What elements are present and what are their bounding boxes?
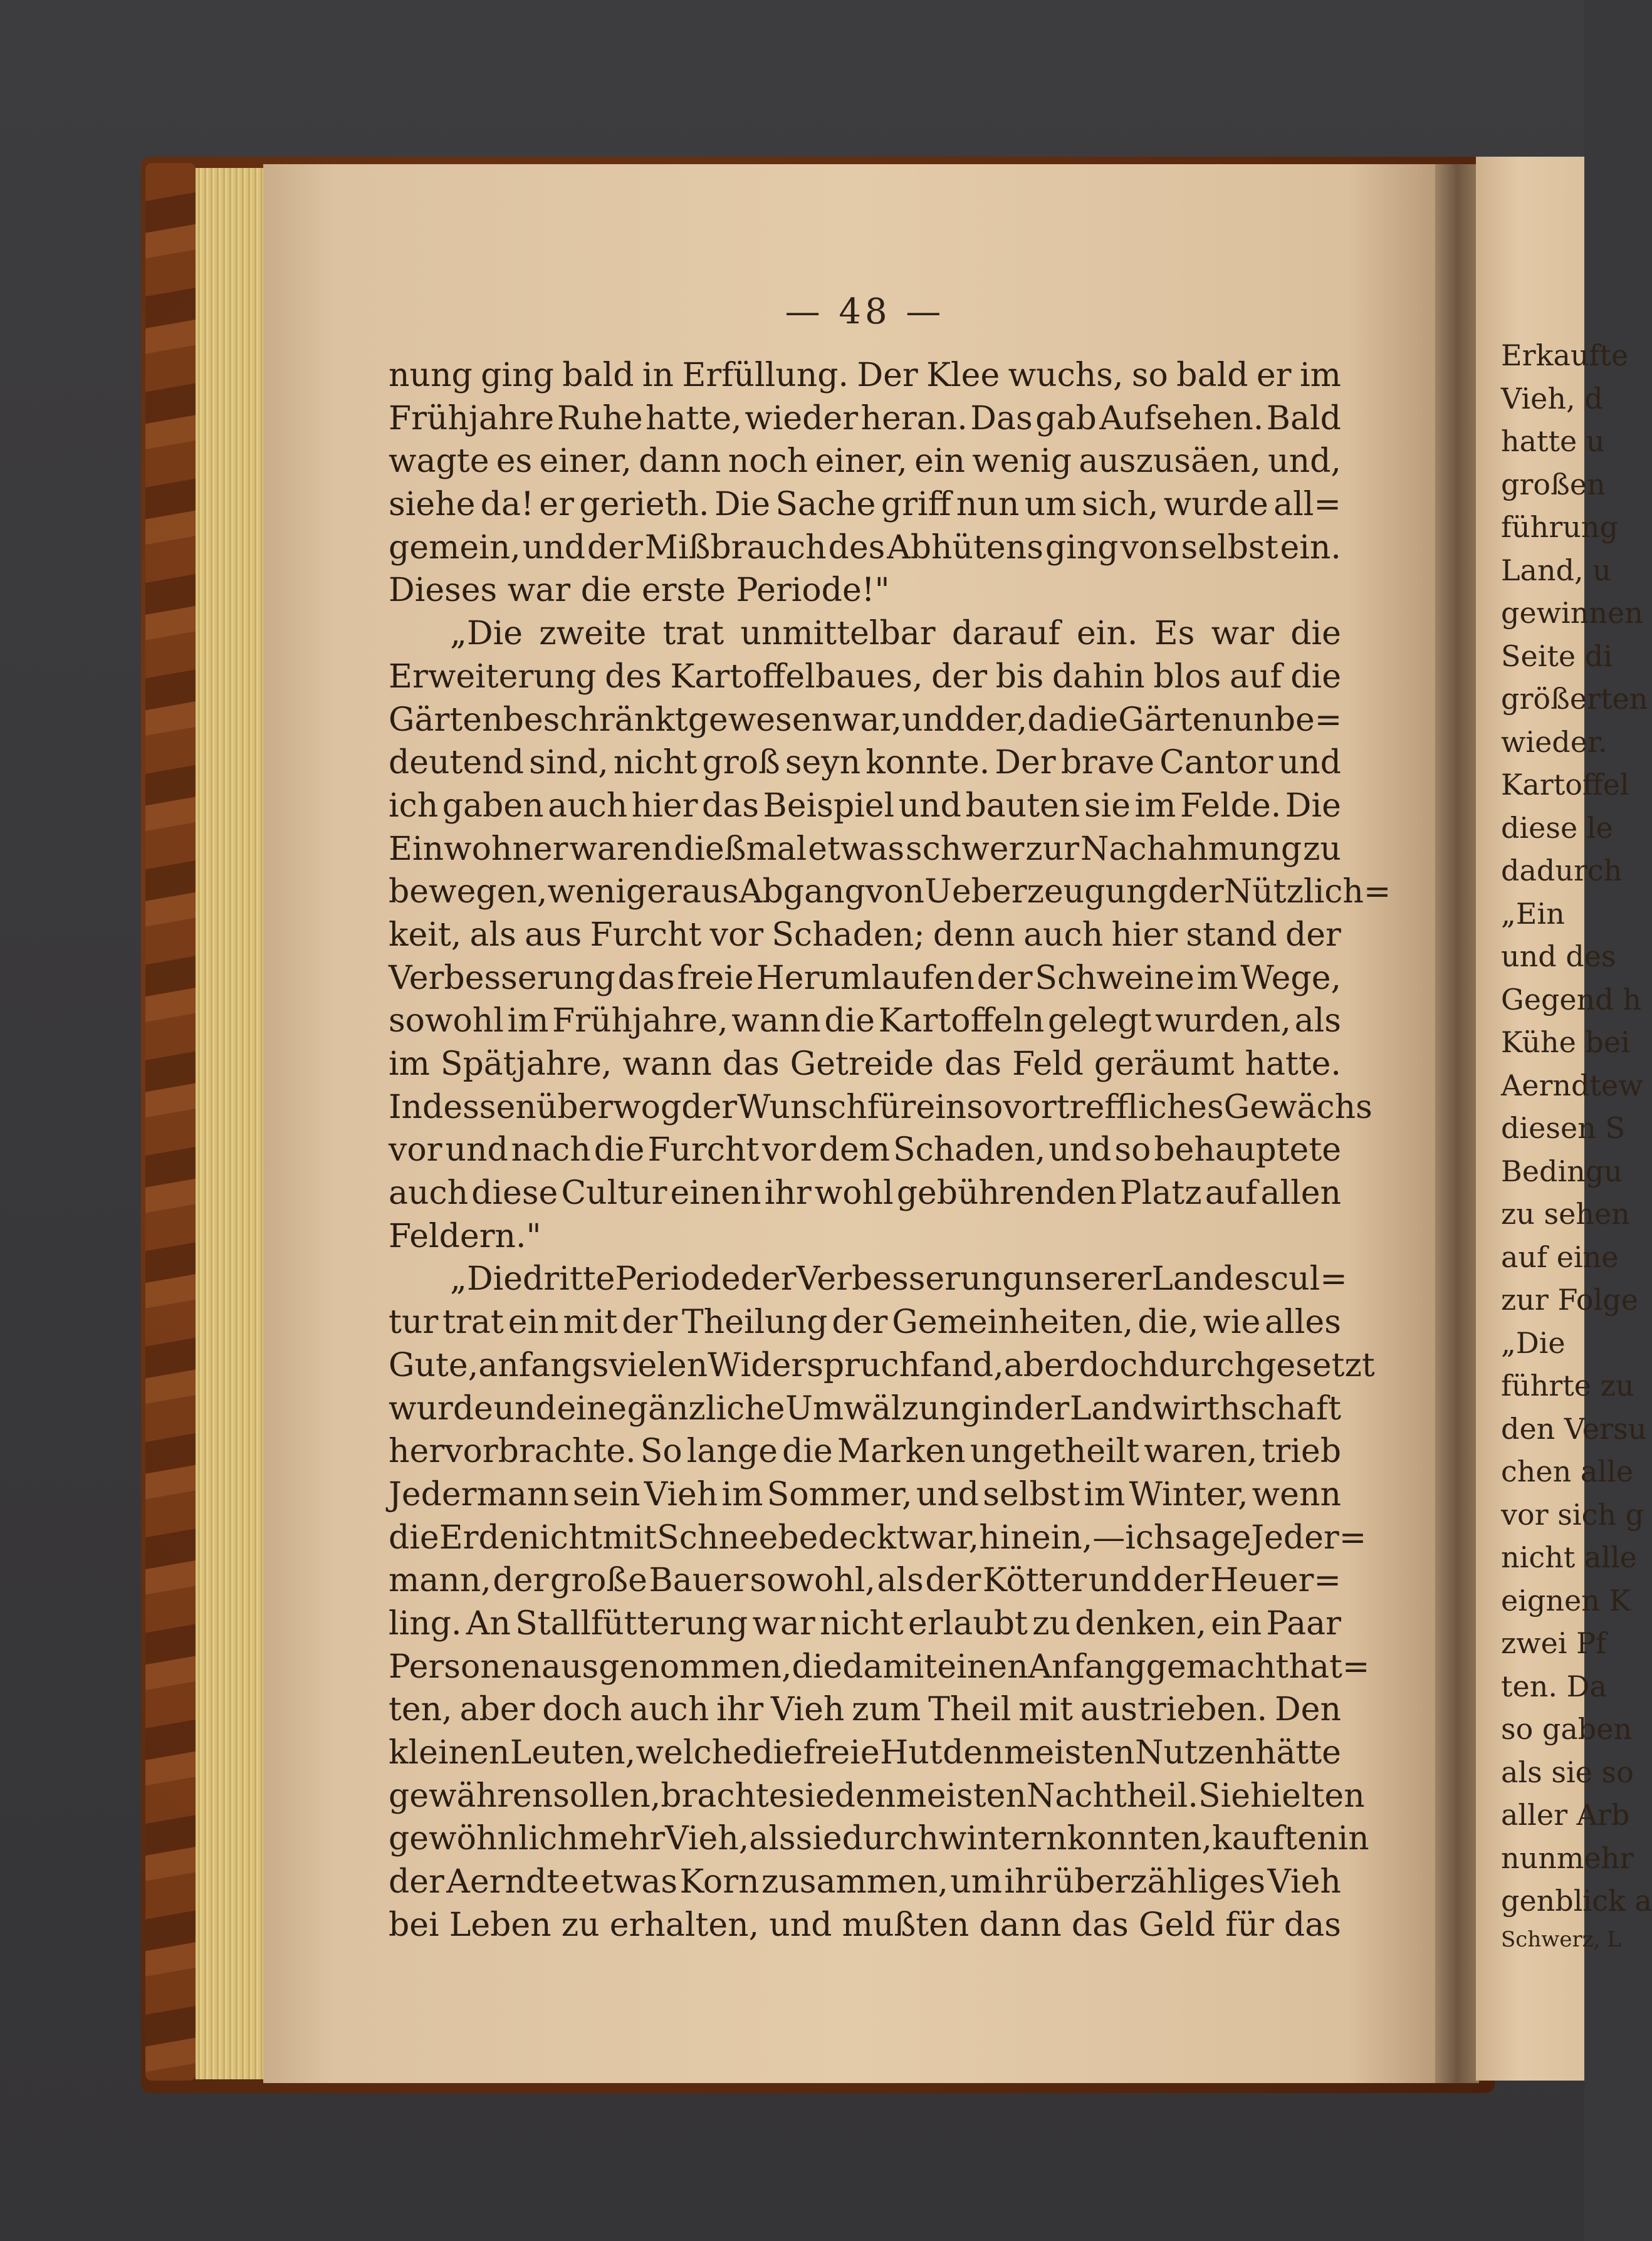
text-line: Indessen überwog der Wunsch für ein so vortreffliches Gewächs	[389, 1088, 1372, 1126]
text-line: bewegen, weniger aus Abgang von Ueberzeugung der Nützlich=	[389, 873, 1391, 911]
right-page-line: „Die	[1501, 1325, 1566, 1360]
text-line: Gute, anfangs vielen Widerspruch fand, aber doch durchgesetzt	[389, 1346, 1375, 1384]
right-page-line: zwei Pf	[1501, 1626, 1607, 1660]
text-line: Feldern."	[389, 1217, 541, 1255]
right-page-line: den Versu	[1501, 1411, 1647, 1446]
right-page-line: aller Arb	[1501, 1798, 1630, 1832]
text-line: Jedermann sein Vieh im Sommer, und selbst im Winter, wenn	[389, 1475, 1341, 1513]
text-line: im Spätjahre, wann das Getreide das Feld geräumt hatte.	[389, 1045, 1341, 1083]
book-gutter	[1435, 164, 1479, 2083]
text-line: vor und nach die Furcht vor dem Schaden, und so behauptete	[389, 1131, 1341, 1169]
text-line: Gärten beschränkt gewesen war, und der, da die Gärten unbe=	[389, 701, 1342, 739]
page-edges	[196, 168, 271, 2079]
marbled-cover-edge	[145, 163, 196, 2081]
right-page-line: zur Folge	[1501, 1283, 1638, 1317]
right-page-line: diesen S	[1501, 1111, 1625, 1145]
page-number: — 48 —	[785, 291, 945, 332]
right-page-line: Vieh, d	[1501, 381, 1603, 415]
text-line: auch diese Cultur einen ihr wohl gebührenden Platz auf allen	[389, 1174, 1341, 1213]
text-line: keit, als aus Furcht vor Schaden; denn auch hier stand der	[389, 916, 1341, 954]
right-page-line: Kühe bei	[1501, 1025, 1630, 1059]
text-line: wurde und eine gänzliche Umwälzung in der Landwirthschaft	[389, 1389, 1341, 1428]
text-line: Erweiterung des Kartoffelbaues, der bis dahin blos auf die	[389, 657, 1341, 696]
right-page-line: Schwerz, L	[1501, 1926, 1621, 1952]
right-page-fragment	[1476, 157, 1652, 2081]
right-page-line: als sie so	[1501, 1755, 1634, 1789]
right-page-line: eignen K	[1501, 1583, 1631, 1617]
text-line: Frühjahre Ruhe hatte, wieder heran. Das gab Aufsehen. Bald	[389, 399, 1341, 437]
text-line: gewöhnlich mehr Vieh, als sie durchwintern konnten, kauften in	[389, 1820, 1369, 1858]
text-line: siehe da! er gerieth. Die Sache griff nun um sich, wurde all=	[389, 486, 1341, 524]
text-line: ich gaben auch hier das Beispiel und bauten sie im Felde. Die	[389, 786, 1341, 825]
text-line: deutend sind, nicht groß seyn konnte. Der brave Cantor und	[389, 744, 1341, 782]
right-page-line: ten. Da	[1501, 1669, 1607, 1703]
right-page-line: chen alle	[1501, 1455, 1633, 1488]
right-page-line: führung	[1501, 510, 1618, 544]
text-line: tur trat ein mit der Theilung der Gemeinheiten, die, wie alles	[389, 1303, 1341, 1342]
right-page-line: führte zu	[1501, 1369, 1634, 1403]
text-line: Einwohner waren dießmal etwas schwer zur Nachahmung zu	[389, 830, 1341, 868]
right-page-line: Erkaufte	[1501, 338, 1629, 372]
text-line: bei Leben zu erhalten, und mußten dann das Geld für das	[389, 1906, 1341, 1944]
text-line: Dieses war die erste Periode!"	[389, 572, 890, 610]
right-page-line: auf eine	[1501, 1240, 1619, 1274]
right-page-line: genblick a	[1501, 1884, 1652, 1918]
text-line: „Die zweite trat unmittelbar darauf ein. Es war die	[450, 615, 1341, 653]
text-line: nung ging bald in Erfüllung. Der Klee wuchs, so bald er im	[389, 357, 1341, 394]
right-page-line: zu sehen	[1501, 1197, 1630, 1231]
right-page-line: wieder.	[1501, 724, 1608, 759]
right-page-line: und des	[1501, 939, 1616, 973]
right-page-line: Gegend h	[1501, 982, 1641, 1016]
text-line: ten, aber doch auch ihr Vieh zum Theil mit austrieben. Den	[389, 1691, 1341, 1729]
right-page-line: hatte u	[1501, 424, 1605, 458]
text-line: sowohl im Frühjahre, wann die Kartoffeln gelegt wurden, als	[389, 1002, 1341, 1040]
right-page-line: so gaben	[1501, 1712, 1633, 1746]
body-text	[389, 354, 1391, 1946]
text-line: Personen ausgenommen, die damit einen Anfang gemacht hat=	[389, 1648, 1370, 1686]
right-page-line: Land, u	[1501, 553, 1611, 587]
text-line: der Aerndte etwas Korn zusammen, um ihr überzähliges Vieh	[389, 1863, 1341, 1901]
text-line: die Erde nicht mit Schnee bedeckt war, hinein, — ich sage Jeder=	[389, 1518, 1367, 1557]
right-page-line: Bedingu	[1501, 1154, 1623, 1188]
right-page-line: vor sich g	[1501, 1497, 1644, 1532]
right-page-line: nicht alle	[1501, 1540, 1637, 1574]
right-page-line: nunmehr	[1501, 1841, 1634, 1875]
text-line: mann, der große Bauer sowohl, als der Kötter und der Heuer=	[389, 1562, 1341, 1600]
text-line: „Die dritte Periode der Verbesserung unserer Landescul=	[450, 1260, 1347, 1298]
right-page-line: Aerndtew	[1501, 1068, 1643, 1102]
text-line: gemein, und der Mißbrauch des Abhütens ging von selbst ein.	[389, 528, 1341, 567]
text-line: ling. An Stallfütterung war nicht erlaubt zu denken, ein Paar	[389, 1604, 1341, 1643]
text-line: hervorbrachte. So lange die Marken ungetheilt waren, trieb	[389, 1433, 1341, 1471]
right-page-line: Seite di	[1501, 639, 1613, 673]
right-page-line: diese le	[1501, 810, 1613, 845]
right-page-line: „Ein	[1501, 896, 1565, 931]
right-page-line: größerten	[1501, 682, 1648, 716]
text-line: kleinen Leuten, welche die freie Hut den meisten Nutzen hätte	[389, 1734, 1341, 1772]
right-page-line: großen	[1501, 467, 1606, 501]
right-page-line: gewinnen	[1501, 596, 1643, 630]
text-line: wagte es einer, dann noch einer, ein wenig auszusäen, und,	[389, 442, 1341, 481]
text-line: gewähren sollen, brachte sie den meisten Nachtheil. Sie hielten	[389, 1777, 1365, 1815]
text-line: Verbesserung das freie Herumlaufen der Schweine im Wege,	[389, 959, 1341, 997]
right-page-line: Kartoffel	[1501, 768, 1629, 802]
right-page-line: dadurch	[1501, 854, 1623, 887]
